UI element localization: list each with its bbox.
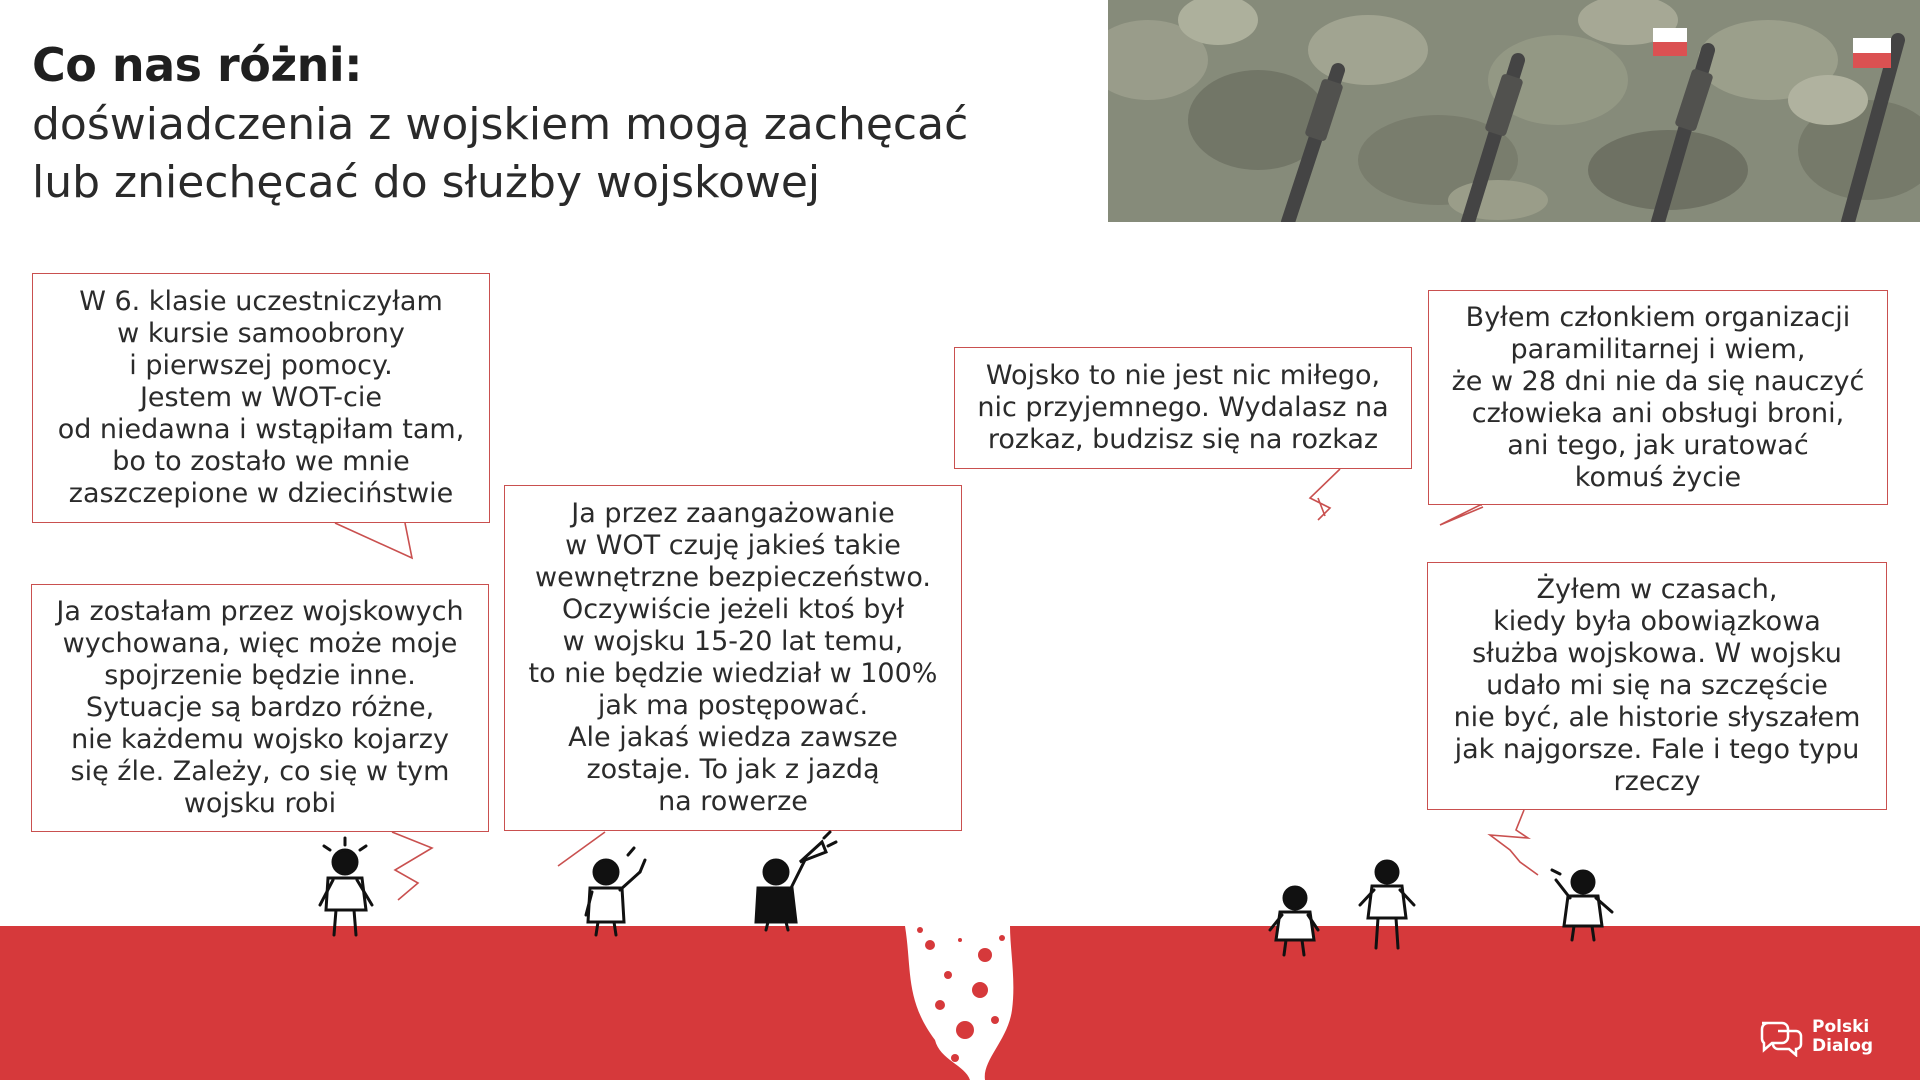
title-heading: Co nas różni: bbox=[32, 38, 363, 92]
figure-2 bbox=[586, 848, 645, 935]
polski-dialog-logo bbox=[1756, 1012, 1896, 1062]
logo-line-2: Dialog bbox=[1812, 1036, 1874, 1056]
soldiers-photo bbox=[1108, 0, 1920, 222]
speech-tail-4 bbox=[1310, 469, 1340, 520]
quote-box-3: Ja przez zaangażowanie w WOT czuję jakieś takie wewnętrzne bezpieczeństwo. Oczywiście jeżeli ktoś był w wojsku 15-20 lat temu, to nie będzie wiedział w 100% jak ma postępować. Ale jakaś wiedza zawsze zostaje. To jak z jazdą na rowerze bbox=[504, 485, 962, 831]
title-line-1: doświadczenia z wojskiem mogą zachęcać bbox=[32, 99, 969, 150]
quote-box-6: Żyłem w czasach, kiedy była obowiązkowa służba wojskowa. W wojsku udało mi się na szczęście nie być, ale historie słyszałem jak najgorsze. Fale i tego typu rzeczy bbox=[1427, 562, 1887, 810]
quote-box-1: W 6. klasie uczestniczyłam w kursie samoobrony i pierwszej pomocy. Jestem w WOT-cie od niedawna i wstąpiłam tam, bo to zostało we mnie zaszczepione w dzieciństwie bbox=[32, 273, 490, 523]
speech-bubbles-icon bbox=[1756, 1017, 1804, 1057]
quote-box-5: Byłem członkiem organizacji paramilitarnej i wiem, że w 28 dni nie da się nauczyć człowieka ani obsługi broni, ani tego, jak uratować komuś życie bbox=[1428, 290, 1888, 505]
title-line-2: lub zniechęcać do służby wojskowej bbox=[32, 157, 821, 208]
page-title bbox=[32, 34, 1092, 212]
red-ground bbox=[0, 926, 1920, 1080]
figure-1 bbox=[320, 838, 372, 935]
figure-3 bbox=[756, 832, 836, 930]
quote-box-2: Ja zostałam przez wojskowych wychowana, więc może moje spojrzenie będzie inne. Sytuacje są bardzo różne, nie każdemu wojsko kojarzy się źle. Zależy, co się w tym wojsku robi bbox=[31, 584, 489, 832]
quote-box-4: Wojsko to nie jest nic miłego, nic przyjemnego. Wydalasz na rozkaz, budzisz się na rozkaz bbox=[954, 347, 1412, 469]
speech-tail-2 bbox=[392, 832, 432, 900]
speech-tail-3 bbox=[558, 832, 605, 866]
speech-tail-1 bbox=[335, 523, 412, 558]
logo-line-1: Polski bbox=[1812, 1017, 1870, 1037]
speech-tail-4b bbox=[1318, 498, 1325, 516]
speech-tail-6 bbox=[1490, 810, 1538, 875]
speech-tail-5 bbox=[1440, 505, 1483, 525]
